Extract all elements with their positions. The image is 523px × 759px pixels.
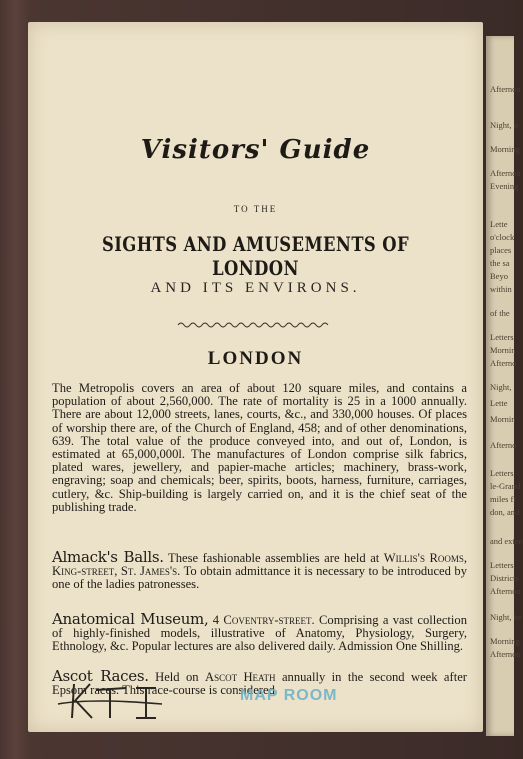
facing-page-fragment: Morning [490, 636, 520, 646]
facing-page-fragment: Afterno [490, 358, 517, 368]
anatomical-address: 4 Coventry-street. [212, 613, 315, 627]
facing-page-fragment: Night, b [490, 120, 518, 130]
almack-heading: Almack's Balls. [52, 548, 164, 566]
almack-place: Willis's Rooms, King-street, St. James's. [52, 551, 467, 579]
page-title: Visitors' Guide [140, 135, 371, 165]
facing-page-fragment: within [490, 284, 512, 294]
facing-page-fragment: Night, be [490, 612, 522, 622]
ascot-text-2: annually in the second week after Epsom races. This race-course is considered [52, 670, 467, 698]
handwritten-kti-mark [52, 674, 172, 722]
facing-page-fragment: Afternoo [490, 586, 521, 596]
facing-page-fragment: Letters [490, 468, 514, 478]
facing-page-fragment: Districts [490, 573, 519, 583]
facing-page-fragment: Afternoo [490, 168, 521, 178]
facing-page-fragment: Lette [490, 219, 508, 229]
facing-page-fragment: le-Grand [490, 481, 521, 491]
facing-page-fragment: the sa [490, 258, 510, 268]
facing-page-fragment: Mornin [490, 414, 516, 424]
facing-page-fragment: Letters [490, 332, 514, 342]
facing-page-fragment: Mornin [490, 345, 516, 355]
facing-page-fragment: of the [490, 308, 510, 318]
map-room-stamp: MAP ROOM [240, 687, 338, 704]
title-connector: TO THE [233, 204, 278, 214]
facing-page-fragment: Afterno [490, 440, 517, 450]
facing-page-fragment: Afternoo [490, 649, 521, 659]
ascot-heading: Ascot Races. [52, 667, 149, 685]
facing-page-fragment: Afternoo [490, 84, 521, 94]
facing-page-fragment: Letters, [490, 560, 516, 570]
facing-page-fragment: Beyo [490, 271, 508, 281]
section-heading-london: LONDON [207, 348, 304, 369]
anatomical-entry [52, 610, 468, 654]
facing-page-fragment: Lette [490, 398, 508, 408]
anatomical-heading: Anatomical Museum, [52, 610, 209, 628]
facing-page-fragment: Evening [490, 181, 519, 191]
page-subtitle: SIGHTS AND AMUSEMENTS OF LONDON [101, 232, 410, 280]
anatomical-text: Comprising a vast collection of highly-finished models, illustrative of Anatomy, Physiology, Surgery, Ethnology, &c. Popular lectures are also delivered daily. Admission One Shilling. [52, 613, 468, 654]
almack-text-1: These fashionable assemblies are held at [168, 551, 380, 565]
facing-page-fragment: places [490, 245, 512, 255]
facing-page-fragment: miles fr [490, 494, 517, 504]
almack-entry [52, 548, 467, 592]
facing-page-edge [486, 36, 523, 736]
wavy-rule-ornament [178, 320, 328, 330]
london-paragraph: The Metropolis covers an area of about 120 square miles, and contains a population of about 2,560,000. The rate of mortality is 25 in a 1000 annually. There are about 12,000 streets, lanes, courts, &c., and 330,000 houses. Of places of worship there are, of the Church of England, 458; and of other denominations, 639. The total value of the produce conveyed into, and out of, London, is estimated at 65,000,000l. The manufactures of London comprise silk fabrics, plated wares, jewellery, and papier-mache articles; machinery, brass-work, engraving; soap and chemicals; beer, spirits, boots, harness, furniture, carriages, cutlery, &c. Ship-building is largely carried on, and it is the chief seat of the publishing trade. [52, 381, 467, 514]
facing-page-fragment: don, and [490, 507, 520, 517]
ascot-text-1: Held on [155, 670, 199, 684]
facing-page-fragment: Morning [490, 144, 520, 154]
facing-page-fragment: Night, [490, 382, 512, 392]
almack-text-2: To obtain admittance it is necessary to be introduced by one of the ladies patronesses. [52, 564, 467, 592]
facing-page-fragment: o'clock [490, 232, 515, 242]
book-page [28, 22, 483, 732]
facing-page-fragment: and exten [490, 536, 523, 546]
page-subtitle-environs: AND ITS ENVIRONS. [150, 280, 361, 296]
ascot-place: Ascot Heath [204, 670, 276, 684]
